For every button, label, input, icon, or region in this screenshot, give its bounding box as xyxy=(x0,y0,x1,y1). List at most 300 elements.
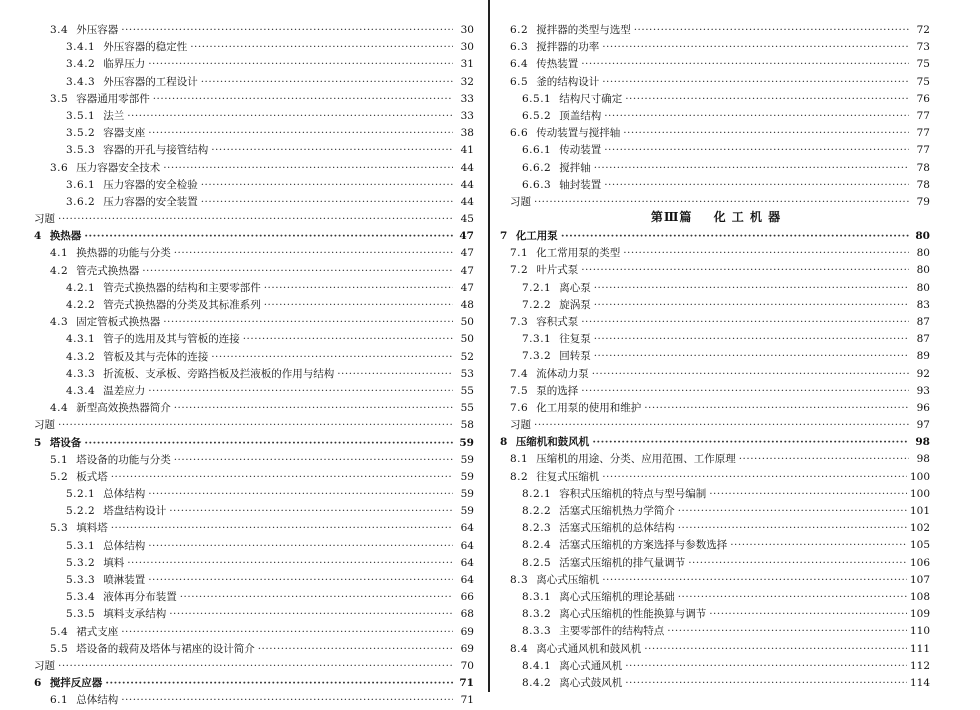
toc-entry[interactable] xyxy=(492,675,980,692)
toc-entry-number: 7.2.2 xyxy=(522,298,552,311)
toc-entry-page: 47 xyxy=(459,230,474,243)
toc-entry[interactable] xyxy=(0,469,488,486)
dot-leader xyxy=(84,228,453,245)
toc-entry-number: 4.3 xyxy=(50,316,69,329)
toc-entry[interactable] xyxy=(492,228,980,245)
toc-entry-title: 容器通用零部件 xyxy=(76,92,150,105)
dot-leader xyxy=(111,469,453,486)
toc-entry-page: 68 xyxy=(460,608,474,621)
toc-entry-page: 71 xyxy=(459,677,474,690)
toc-entry-number: 5.3.1 xyxy=(66,539,96,552)
toc-entry-number: 4 xyxy=(34,230,42,243)
toc-list-left xyxy=(0,22,488,710)
toc-entry[interactable] xyxy=(492,589,980,606)
dot-leader xyxy=(148,486,453,503)
toc-entry-page: 77 xyxy=(916,109,930,122)
toc-entry-title: 活塞式压缩机的总体结构 xyxy=(559,522,675,535)
toc-entry-title: 叶片式泵 xyxy=(536,264,579,277)
toc-entry-number: 7.2.1 xyxy=(522,281,552,294)
toc-entry[interactable] xyxy=(0,692,488,709)
toc-entry-page: 47 xyxy=(460,247,474,260)
dot-leader xyxy=(594,331,909,348)
toc-entry[interactable] xyxy=(492,160,980,177)
toc-entry[interactable] xyxy=(492,91,980,108)
dot-leader xyxy=(581,262,909,279)
dot-leader xyxy=(602,469,907,486)
toc-entry[interactable] xyxy=(492,108,980,125)
toc-entry[interactable] xyxy=(0,39,488,56)
toc-entry-page: 59 xyxy=(460,505,474,518)
dot-leader xyxy=(602,39,909,56)
dot-leader xyxy=(688,555,907,572)
toc-entry[interactable] xyxy=(0,555,488,572)
toc-entry[interactable] xyxy=(0,228,488,245)
dot-leader xyxy=(201,194,453,211)
toc-entry-page: 80 xyxy=(915,230,930,242)
dot-leader xyxy=(201,74,453,91)
toc-entry-page: 96 xyxy=(916,401,930,414)
toc-entry-page: 59 xyxy=(459,436,474,449)
toc-entry[interactable] xyxy=(0,125,488,142)
dot-leader xyxy=(625,658,907,675)
toc-entry[interactable] xyxy=(492,177,980,194)
toc-entry-number: 8.1 xyxy=(510,453,529,466)
toc-entry-number: 4.3.2 xyxy=(66,350,96,363)
toc-entry-page: 72 xyxy=(916,24,930,36)
toc-entry-title: 化工常用泵的类型 xyxy=(536,247,621,260)
toc-entry-title: 活塞式压缩机热力学简介 xyxy=(559,505,675,517)
toc-entry[interactable] xyxy=(0,366,488,383)
toc-entry-number: 3.4.1 xyxy=(66,41,96,54)
toc-entry[interactable] xyxy=(0,452,488,469)
toc-entry-title: 离心式压缩机的理论基础 xyxy=(559,590,675,603)
toc-entry-number: 8.4 xyxy=(510,642,529,655)
toc-entry-title: 习题 xyxy=(510,419,531,432)
toc-entry-page: 73 xyxy=(916,41,930,54)
dot-leader xyxy=(211,142,453,159)
toc-entry-page: 30 xyxy=(460,41,474,54)
toc-entry-number: 6.6.2 xyxy=(522,161,552,174)
page-divider xyxy=(488,0,490,692)
toc-entry[interactable] xyxy=(492,297,980,314)
toc-entry[interactable] xyxy=(492,366,980,383)
toc-entry[interactable] xyxy=(492,56,980,73)
toc-entry[interactable] xyxy=(492,39,980,56)
toc-entry-page: 78 xyxy=(916,178,930,191)
toc-entry-title: 活塞式压缩机的排气量调节 xyxy=(559,556,686,569)
toc-entry-title: 塔设备 xyxy=(49,436,82,449)
toc-entry-title: 压力容器安全技术 xyxy=(76,161,161,174)
toc-entry[interactable] xyxy=(0,142,488,159)
toc-entry-title: 总体结构 xyxy=(76,694,119,707)
toc-entry-number: 5.2.1 xyxy=(66,488,96,501)
dot-leader xyxy=(148,538,453,555)
dot-leader xyxy=(142,263,453,280)
toc-entry-title: 总体结构 xyxy=(103,539,146,552)
toc-entry-page: 93 xyxy=(916,384,930,397)
toc-entry[interactable] xyxy=(0,91,488,108)
toc-entry-number: 3.4 xyxy=(50,24,69,36)
toc-entry-number: 4.3.1 xyxy=(66,333,96,346)
toc-entry-title: 回转泵 xyxy=(559,350,591,363)
toc-entry-title: 外压容器的稳定性 xyxy=(103,41,188,54)
toc-entry[interactable] xyxy=(492,520,980,537)
toc-entry[interactable] xyxy=(492,125,980,142)
toc-entry-title: 往复泵 xyxy=(559,333,591,346)
dot-leader xyxy=(121,692,453,709)
toc-entry-title: 管壳式换热器 xyxy=(76,264,140,277)
toc-entry[interactable] xyxy=(0,331,488,348)
toc-entry-title: 填料支承结构 xyxy=(103,608,167,621)
dot-leader xyxy=(625,91,909,108)
toc-entry-number: 5 xyxy=(34,436,42,449)
toc-entry-page: 59 xyxy=(460,453,474,466)
toc-entry-page: 69 xyxy=(460,642,474,655)
toc-entry-number: 7.2 xyxy=(510,264,529,277)
toc-entry-page: 33 xyxy=(460,92,474,105)
dot-leader xyxy=(678,520,907,537)
toc-entry-number: 8.3.3 xyxy=(522,625,552,638)
dot-leader xyxy=(264,297,453,314)
toc-entry-title: 传热装置 xyxy=(536,58,579,71)
toc-entry[interactable] xyxy=(0,280,488,297)
toc-entry-title: 板式塔 xyxy=(76,470,108,483)
toc-entry[interactable] xyxy=(0,245,488,262)
toc-entry-page: 110 xyxy=(909,625,930,638)
toc-entry-number: 6.2 xyxy=(510,24,529,36)
dot-leader xyxy=(127,108,453,125)
dot-leader xyxy=(58,417,453,434)
toc-entry-page: 41 xyxy=(460,144,474,157)
toc-entry-number: 5.3.2 xyxy=(66,556,96,569)
dot-leader xyxy=(534,417,909,434)
toc-list-right-bottom xyxy=(492,228,980,692)
toc-entry-title: 临界压力 xyxy=(103,58,146,71)
toc-entry-page: 87 xyxy=(916,333,930,346)
toc-entry[interactable] xyxy=(0,486,488,503)
toc-entry[interactable] xyxy=(492,417,980,434)
toc-entry[interactable] xyxy=(0,435,488,452)
toc-entry-number: 6.5.1 xyxy=(522,92,552,105)
toc-entry[interactable] xyxy=(0,520,488,537)
toc-entry-page: 64 xyxy=(460,522,474,535)
toc-entry[interactable] xyxy=(492,572,980,589)
toc-entry-number: 6.1 xyxy=(50,694,69,707)
toc-entry[interactable] xyxy=(492,658,980,675)
toc-entry-title: 容器支座 xyxy=(103,127,146,140)
toc-entry-number: 6.6 xyxy=(510,127,529,140)
toc-entry[interactable] xyxy=(0,160,488,177)
toc-entry[interactable] xyxy=(492,451,980,468)
toc-entry-number: 6.5 xyxy=(510,75,529,88)
toc-entry-page: 55 xyxy=(460,402,474,415)
toc-entry-number: 4.4 xyxy=(50,402,69,415)
toc-entry-number: 3.5 xyxy=(50,92,69,105)
toc-entry-page: 47 xyxy=(460,264,474,277)
toc-entry-title: 离心式通风机 xyxy=(559,659,623,672)
toc-entry-page: 50 xyxy=(460,333,474,346)
toc-entry-number: 5.4 xyxy=(50,625,69,638)
toc-entry-page: 59 xyxy=(460,470,474,483)
toc-entry[interactable] xyxy=(492,383,980,400)
toc-entry-number: 7.5 xyxy=(510,384,529,397)
toc-entry[interactable] xyxy=(0,503,488,520)
toc-entry[interactable] xyxy=(492,262,980,279)
toc-entry[interactable] xyxy=(0,314,488,331)
dot-leader xyxy=(111,520,453,537)
toc-entry-number: 8.2.2 xyxy=(522,505,552,517)
toc-entry-page: 71 xyxy=(460,694,474,707)
dot-leader xyxy=(58,658,453,675)
dot-leader xyxy=(581,56,909,73)
toc-entry-number: 6.5.2 xyxy=(522,109,552,122)
toc-entry-title: 轴封装置 xyxy=(559,178,602,191)
toc-entry[interactable] xyxy=(0,589,488,606)
toc-entry-page: 53 xyxy=(460,367,474,380)
dot-leader xyxy=(594,160,909,177)
toc-entry-title: 喷淋装置 xyxy=(103,574,146,586)
toc-entry-page: 80 xyxy=(916,281,930,294)
toc-entry[interactable] xyxy=(0,383,488,400)
dot-leader xyxy=(211,349,453,366)
toc-entry[interactable] xyxy=(0,675,488,692)
toc-entry[interactable] xyxy=(0,572,488,589)
dot-leader xyxy=(153,91,453,108)
toc-entry-page: 47 xyxy=(460,281,474,294)
toc-entry-title: 填料 xyxy=(103,556,125,569)
toc-entry-number: 4.3.4 xyxy=(66,384,96,397)
toc-entry-page: 112 xyxy=(909,659,930,672)
toc-entry-page: 108 xyxy=(909,590,930,603)
toc-entry-title: 管壳式换热器的分类及其标准系列 xyxy=(103,299,261,311)
toc-entry-number: 8.4.2 xyxy=(522,676,552,689)
toc-entry[interactable] xyxy=(492,400,980,417)
toc-entry[interactable] xyxy=(492,537,980,554)
toc-entry-number: 7.1 xyxy=(510,247,529,260)
toc-entry-title: 顶盖结构 xyxy=(559,109,602,122)
toc-entry-page: 58 xyxy=(460,419,474,432)
toc-entry[interactable] xyxy=(0,177,488,194)
dot-leader xyxy=(337,366,453,383)
toc-entry[interactable] xyxy=(492,503,980,520)
toc-entry-title: 泵的选择 xyxy=(536,384,579,397)
toc-entry-number: 3.5.3 xyxy=(66,144,96,157)
toc-entry-page: 87 xyxy=(916,315,930,328)
toc-entry[interactable] xyxy=(492,641,980,658)
toc-entry-number: 3.6 xyxy=(50,161,69,174)
toc-entry-title: 主要零部件的结构特点 xyxy=(559,625,665,638)
toc-entry[interactable] xyxy=(492,142,980,159)
toc-entry-page: 97 xyxy=(916,419,930,432)
dot-leader xyxy=(667,623,907,640)
toc-entry[interactable] xyxy=(492,22,980,39)
toc-entry-number: 6.6.1 xyxy=(522,144,552,157)
toc-entry-title: 换热器的功能与分类 xyxy=(76,247,171,260)
dot-leader xyxy=(121,22,453,39)
toc-entry-number: 7.3.1 xyxy=(522,333,552,346)
dot-leader xyxy=(148,383,453,400)
toc-entry-title: 填料塔 xyxy=(76,522,108,535)
toc-entry-page: 55 xyxy=(460,384,474,397)
toc-entry[interactable] xyxy=(492,245,980,262)
toc-entry-number: 3.6.1 xyxy=(66,178,96,191)
toc-entry-page: 52 xyxy=(460,350,474,363)
dot-leader xyxy=(592,434,909,451)
toc-entry-title: 压缩机和鼓风机 xyxy=(515,436,590,449)
toc-entry-number: 8.2.4 xyxy=(522,539,552,552)
toc-entry-page: 64 xyxy=(460,539,474,552)
toc-entry-page: 31 xyxy=(460,58,474,71)
dot-leader xyxy=(163,160,453,177)
toc-entry-page: 69 xyxy=(460,625,474,638)
toc-entry-title: 传动装置与搅拌轴 xyxy=(536,127,621,140)
dot-leader xyxy=(148,125,453,142)
dot-leader xyxy=(174,400,453,417)
dot-leader xyxy=(84,435,453,452)
toc-entry-number: 8.2.5 xyxy=(522,556,552,569)
toc-entry-number: 8.4.1 xyxy=(522,659,552,672)
toc-entry-page: 44 xyxy=(460,195,474,208)
toc-entry-title: 结构尺寸确定 xyxy=(559,92,623,105)
toc-entry-title: 搅拌轴 xyxy=(559,161,591,174)
dot-leader xyxy=(105,675,453,692)
toc-entry-page: 111 xyxy=(909,642,930,655)
toc-entry[interactable] xyxy=(492,486,980,503)
toc-entry-number: 8.2.3 xyxy=(522,522,552,535)
toc-entry-number: 5.3 xyxy=(50,522,69,535)
toc-entry-page: 80 xyxy=(916,264,930,277)
toc-entry-page: 92 xyxy=(916,367,930,380)
toc-entry-title: 管板及其与壳体的连接 xyxy=(103,350,209,363)
toc-entry-page: 76 xyxy=(916,92,930,105)
dot-leader xyxy=(634,22,909,39)
dot-leader xyxy=(623,125,909,142)
toc-entry[interactable] xyxy=(0,108,488,125)
dot-leader xyxy=(730,537,907,554)
toc-entry[interactable] xyxy=(492,280,980,297)
toc-entry-page: 107 xyxy=(909,573,930,586)
toc-entry[interactable] xyxy=(0,211,488,228)
toc-entry-page: 109 xyxy=(909,608,930,621)
toc-entry-number: 3.5.1 xyxy=(66,109,96,122)
dot-leader xyxy=(581,314,909,331)
toc-entry[interactable] xyxy=(0,349,488,366)
toc-entry-page: 30 xyxy=(460,24,474,36)
dot-leader xyxy=(678,589,907,606)
toc-entry-title: 往复式压缩机 xyxy=(536,470,600,483)
toc-entry-title: 传动装置 xyxy=(559,144,602,157)
toc-entry-title: 搅拌器的功率 xyxy=(536,41,600,54)
toc-entry[interactable] xyxy=(0,263,488,280)
toc-entry-page: 105 xyxy=(909,539,930,552)
toc-entry-title: 容器的开孔与接管结构 xyxy=(103,144,209,157)
toc-entry-title: 折流板、支承板、旁路挡板及拦液板的作用与结构 xyxy=(103,367,335,380)
toc-entry[interactable] xyxy=(0,22,488,39)
toc-entry-page: 77 xyxy=(916,144,930,157)
toc-entry-page: 102 xyxy=(909,522,930,535)
toc-entry[interactable] xyxy=(492,348,980,365)
toc-entry[interactable] xyxy=(0,194,488,211)
toc-entry-title: 法兰 xyxy=(103,109,125,122)
toc-entry-number: 5.2 xyxy=(50,470,69,483)
toc-entry[interactable] xyxy=(492,469,980,486)
toc-entry[interactable] xyxy=(492,555,980,572)
toc-entry-title: 裙式支座 xyxy=(76,625,119,638)
toc-entry-title: 外压容器 xyxy=(76,24,119,36)
toc-entry[interactable] xyxy=(492,623,980,640)
toc-entry-title: 塔设备的功能与分类 xyxy=(76,453,171,466)
toc-entry[interactable] xyxy=(0,606,488,623)
toc-entry[interactable] xyxy=(0,641,488,658)
toc-entry-page: 79 xyxy=(916,195,930,208)
toc-entry-number: 8.2.1 xyxy=(522,487,552,500)
toc-entry-number: 7 xyxy=(500,230,508,242)
toc-entry-page: 32 xyxy=(460,75,474,88)
toc-entry-title: 搅拌反应器 xyxy=(49,677,103,690)
toc-entry-number: 8.3.2 xyxy=(522,608,552,621)
toc-entry[interactable] xyxy=(492,606,980,623)
toc-entry-number: 7.4 xyxy=(510,367,529,380)
toc-entry-page: 78 xyxy=(916,161,930,174)
toc-entry-title: 流体动力泵 xyxy=(536,367,589,380)
toc-entry-number: 4.2.1 xyxy=(66,281,96,294)
toc-entry-page: 100 xyxy=(909,487,930,500)
dot-leader xyxy=(243,331,453,348)
toc-entry[interactable] xyxy=(492,314,980,331)
dot-leader xyxy=(709,606,907,623)
toc-entry[interactable] xyxy=(492,434,980,451)
dot-leader xyxy=(644,400,909,417)
toc-entry[interactable] xyxy=(0,658,488,675)
dot-leader xyxy=(121,624,453,641)
toc-entry[interactable] xyxy=(0,297,488,314)
dot-leader xyxy=(127,555,453,572)
toc-entry[interactable] xyxy=(0,417,488,434)
toc-entry-title: 塔盘结构设计 xyxy=(103,505,167,518)
dot-leader xyxy=(169,503,453,520)
toc-entry-page: 100 xyxy=(909,470,930,483)
toc-entry-title: 习题 xyxy=(34,213,55,226)
toc-entry-number: 5.3.4 xyxy=(66,591,96,604)
dot-leader xyxy=(258,641,453,658)
toc-entry[interactable] xyxy=(0,56,488,73)
dot-leader xyxy=(604,177,909,194)
toc-entry-title: 新型高效换热器简介 xyxy=(76,402,171,415)
toc-entry[interactable] xyxy=(0,400,488,417)
toc-entry-number: 4.2.2 xyxy=(66,299,96,311)
toc-entry-page: 114 xyxy=(909,676,930,689)
dot-leader xyxy=(602,74,909,91)
toc-entry-number: 8.3.1 xyxy=(522,590,552,603)
toc-entry[interactable] xyxy=(0,538,488,555)
toc-entry-title: 压力容器的安全装置 xyxy=(103,195,198,208)
dot-leader xyxy=(174,245,453,262)
toc-entry[interactable] xyxy=(0,624,488,641)
toc-entry-page: 66 xyxy=(460,591,474,604)
toc-entry[interactable] xyxy=(492,331,980,348)
toc-entry-page: 50 xyxy=(460,316,474,329)
toc-entry[interactable] xyxy=(0,74,488,91)
dot-leader xyxy=(58,211,453,228)
part-title: 化 工 机 器 xyxy=(713,210,782,224)
part-number: 第Ⅲ篇 xyxy=(650,210,693,224)
toc-entry[interactable] xyxy=(492,74,980,91)
toc-entry-title: 液体再分布装置 xyxy=(103,591,177,604)
dot-leader xyxy=(561,228,909,245)
dot-leader xyxy=(148,56,453,73)
toc-entry-page: 106 xyxy=(909,556,930,569)
toc-entry-title: 固定管板式换热器 xyxy=(76,316,161,329)
